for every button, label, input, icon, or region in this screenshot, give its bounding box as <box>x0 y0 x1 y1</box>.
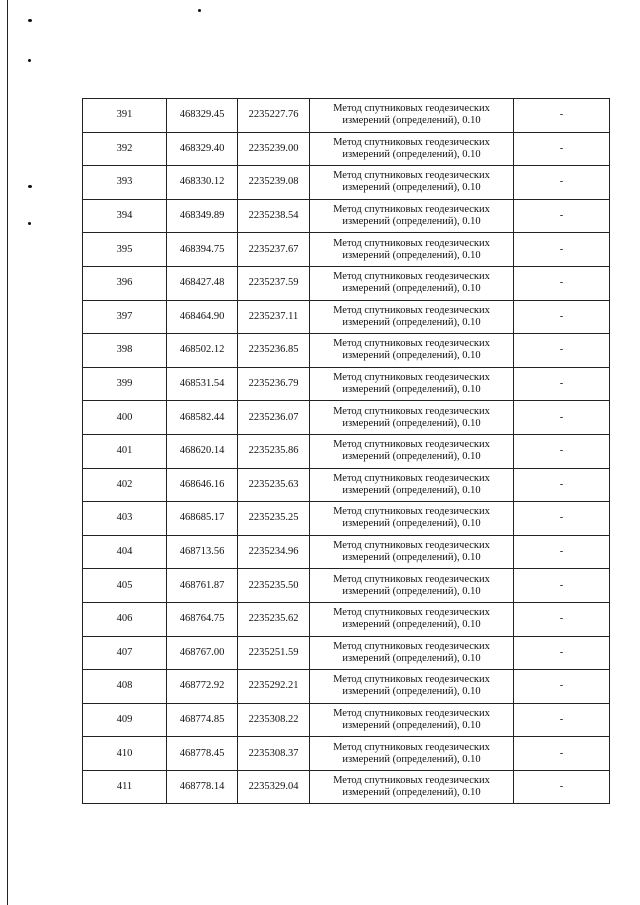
y-coordinate-text: 2235237.11 <box>248 310 299 322</box>
y-coordinate-cell <box>238 737 310 771</box>
note-cell <box>514 199 610 233</box>
x-coordinate-cell <box>167 300 238 334</box>
x-coordinate-text: 468329.45 <box>179 109 225 121</box>
x-coordinate-cell <box>167 670 238 704</box>
x-coordinate-cell <box>167 535 238 569</box>
note-text: - <box>559 713 564 725</box>
note-text: - <box>559 747 564 759</box>
point-number-text: 401 <box>116 445 133 457</box>
method-cell <box>310 670 514 704</box>
note-cell <box>514 166 610 200</box>
point-number-cell <box>83 434 167 468</box>
y-coordinate-text: 2235292.21 <box>248 680 299 692</box>
method-text: Метод спутниковых геодезических измерений (определений), 0.10 <box>333 338 490 362</box>
point-number-cell <box>83 401 167 435</box>
note-cell <box>514 703 610 737</box>
point-number-cell <box>83 502 167 536</box>
note-cell <box>514 233 610 267</box>
note-cell <box>514 300 610 334</box>
note-text: - <box>559 613 564 625</box>
method-cell <box>310 535 514 569</box>
note-cell <box>514 636 610 670</box>
binding-edge-line <box>7 0 8 905</box>
table-row <box>83 199 610 233</box>
point-number-text: 399 <box>116 378 133 390</box>
point-number-text: 397 <box>116 310 133 322</box>
x-coordinate-text: 468713.56 <box>179 546 225 558</box>
table-row <box>83 569 610 603</box>
note-text: - <box>559 176 564 188</box>
coordinates-table-body <box>83 99 610 804</box>
table-row <box>83 468 610 502</box>
y-coordinate-text: 2235237.67 <box>248 243 299 255</box>
method-text: Метод спутниковых геодезических измерений (определений), 0.10 <box>333 775 490 799</box>
x-coordinate-text: 468349.89 <box>179 210 225 222</box>
y-coordinate-cell <box>238 166 310 200</box>
table-row <box>83 166 610 200</box>
table-row <box>83 703 610 737</box>
note-cell <box>514 334 610 368</box>
method-cell <box>310 401 514 435</box>
note-text: - <box>559 445 564 457</box>
point-number-cell <box>83 132 167 166</box>
x-coordinate-text: 468427.48 <box>179 277 225 289</box>
x-coordinate-cell <box>167 770 238 804</box>
note-cell <box>514 535 610 569</box>
x-coordinate-cell <box>167 502 238 536</box>
point-number-text: 410 <box>116 747 133 759</box>
x-coordinate-cell <box>167 703 238 737</box>
y-coordinate-cell <box>238 401 310 435</box>
note-cell <box>514 401 610 435</box>
method-text: Метод спутниковых геодезических измерений (определений), 0.10 <box>333 640 490 664</box>
y-coordinate-cell <box>238 434 310 468</box>
y-coordinate-text: 2235236.07 <box>248 411 299 423</box>
y-coordinate-text: 2235329.04 <box>248 781 299 793</box>
x-coordinate-text: 468394.75 <box>179 243 225 255</box>
method-text: Метод спутниковых геодезических измерений (определений), 0.10 <box>333 607 490 631</box>
method-cell <box>310 602 514 636</box>
point-number-text: 406 <box>116 613 133 625</box>
x-coordinate-cell <box>167 737 238 771</box>
note-cell <box>514 602 610 636</box>
y-coordinate-text: 2235235.50 <box>248 579 299 591</box>
x-coordinate-cell <box>167 166 238 200</box>
y-coordinate-text: 2235251.59 <box>248 646 299 658</box>
method-text: Метод спутниковых геодезических измерений (определений), 0.10 <box>333 573 490 597</box>
method-text: Метод спутниковых геодезических измерений (определений), 0.10 <box>333 472 490 496</box>
point-number-cell <box>83 300 167 334</box>
point-number-text: 395 <box>116 243 133 255</box>
x-coordinate-text: 468761.87 <box>179 579 225 591</box>
x-coordinate-cell <box>167 334 238 368</box>
x-coordinate-cell <box>167 199 238 233</box>
y-coordinate-cell <box>238 602 310 636</box>
y-coordinate-text: 2235235.62 <box>248 613 299 625</box>
note-text: - <box>559 781 564 793</box>
point-number-text: 408 <box>116 680 133 692</box>
y-coordinate-cell <box>238 535 310 569</box>
note-text: - <box>559 478 564 490</box>
note-text: - <box>559 646 564 658</box>
table-row <box>83 737 610 771</box>
scan-speck <box>28 59 31 62</box>
x-coordinate-cell <box>167 132 238 166</box>
table-row <box>83 367 610 401</box>
method-text: Метод спутниковых геодезических измерений (определений), 0.10 <box>333 506 490 530</box>
note-text: - <box>559 512 564 524</box>
y-coordinate-cell <box>238 367 310 401</box>
point-number-cell <box>83 199 167 233</box>
note-cell <box>514 502 610 536</box>
method-cell <box>310 569 514 603</box>
table-row <box>83 99 610 133</box>
point-number-text: 393 <box>116 176 133 188</box>
table-row <box>83 334 610 368</box>
y-coordinate-text: 2235239.00 <box>248 142 299 154</box>
x-coordinate-cell <box>167 569 238 603</box>
table-row <box>83 770 610 804</box>
method-cell <box>310 233 514 267</box>
note-text: - <box>559 344 564 356</box>
point-number-cell <box>83 367 167 401</box>
point-number-text: 402 <box>116 478 133 490</box>
point-number-text: 398 <box>116 344 133 356</box>
x-coordinate-cell <box>167 434 238 468</box>
point-number-cell <box>83 636 167 670</box>
x-coordinate-text: 468620.14 <box>179 445 225 457</box>
y-coordinate-cell <box>238 703 310 737</box>
point-number-cell <box>83 535 167 569</box>
method-text: Метод спутниковых геодезических измерений (определений), 0.10 <box>333 170 490 194</box>
method-cell <box>310 99 514 133</box>
x-coordinate-text: 468646.16 <box>179 478 225 490</box>
y-coordinate-cell <box>238 300 310 334</box>
point-number-text: 411 <box>116 781 133 793</box>
note-cell <box>514 770 610 804</box>
scan-speck <box>28 185 32 188</box>
point-number-text: 394 <box>116 210 133 222</box>
x-coordinate-text: 468778.14 <box>179 781 225 793</box>
point-number-cell <box>83 99 167 133</box>
method-text: Метод спутниковых геодезических измерений (определений), 0.10 <box>333 405 490 429</box>
y-coordinate-cell <box>238 636 310 670</box>
x-coordinate-cell <box>167 401 238 435</box>
table-row <box>83 233 610 267</box>
y-coordinate-text: 2235308.37 <box>248 747 299 759</box>
note-cell <box>514 468 610 502</box>
table-row <box>83 266 610 300</box>
method-cell <box>310 334 514 368</box>
method-text: Метод спутниковых геодезических измерений (определений), 0.10 <box>333 271 490 295</box>
y-coordinate-cell <box>238 569 310 603</box>
method-cell <box>310 502 514 536</box>
scan-speck <box>28 19 32 22</box>
method-cell <box>310 300 514 334</box>
x-coordinate-cell <box>167 99 238 133</box>
note-cell <box>514 367 610 401</box>
note-cell <box>514 132 610 166</box>
point-number-cell <box>83 770 167 804</box>
note-cell <box>514 266 610 300</box>
point-number-cell <box>83 334 167 368</box>
point-number-cell <box>83 569 167 603</box>
y-coordinate-text: 2235235.25 <box>248 512 299 524</box>
method-cell <box>310 737 514 771</box>
y-coordinate-cell <box>238 334 310 368</box>
point-number-text: 404 <box>116 546 133 558</box>
x-coordinate-cell <box>167 233 238 267</box>
method-cell <box>310 166 514 200</box>
y-coordinate-text: 2235237.59 <box>248 277 299 289</box>
point-number-cell <box>83 166 167 200</box>
method-text: Метод спутниковых геодезических измерений (определений), 0.10 <box>333 237 490 261</box>
table-row <box>83 636 610 670</box>
point-number-cell <box>83 468 167 502</box>
note-text: - <box>559 378 564 390</box>
point-number-cell <box>83 602 167 636</box>
x-coordinate-text: 468330.12 <box>179 176 225 188</box>
note-cell <box>514 670 610 704</box>
x-coordinate-cell <box>167 266 238 300</box>
scan-speck <box>198 9 201 12</box>
scan-speck <box>28 222 31 225</box>
y-coordinate-text: 2235308.22 <box>248 713 299 725</box>
table-row <box>83 401 610 435</box>
x-coordinate-text: 468767.00 <box>179 646 225 658</box>
method-text: Метод спутниковых геодезических измерений (определений), 0.10 <box>333 707 490 731</box>
point-number-text: 405 <box>116 579 133 591</box>
method-cell <box>310 770 514 804</box>
point-number-cell <box>83 703 167 737</box>
point-number-text: 400 <box>116 411 133 423</box>
method-cell <box>310 367 514 401</box>
y-coordinate-text: 2235235.63 <box>248 478 299 490</box>
y-coordinate-cell <box>238 468 310 502</box>
method-cell <box>310 132 514 166</box>
y-coordinate-text: 2235234.96 <box>248 546 299 558</box>
y-coordinate-text: 2235238.54 <box>248 210 299 222</box>
x-coordinate-text: 468582.44 <box>179 411 225 423</box>
x-coordinate-text: 468764.75 <box>179 613 225 625</box>
y-coordinate-text: 2235235.86 <box>248 445 299 457</box>
method-cell <box>310 199 514 233</box>
method-text: Метод спутниковых геодезических измерений (определений), 0.10 <box>333 741 490 765</box>
point-number-cell <box>83 670 167 704</box>
method-text: Метод спутниковых геодезических измерений (определений), 0.10 <box>333 439 490 463</box>
note-text: - <box>559 142 564 154</box>
x-coordinate-text: 468778.45 <box>179 747 225 759</box>
y-coordinate-cell <box>238 199 310 233</box>
note-cell <box>514 569 610 603</box>
method-cell <box>310 434 514 468</box>
point-number-cell <box>83 737 167 771</box>
x-coordinate-text: 468774.85 <box>179 713 225 725</box>
note-text: - <box>559 277 564 289</box>
point-number-cell <box>83 266 167 300</box>
x-coordinate-cell <box>167 636 238 670</box>
y-coordinate-cell <box>238 99 310 133</box>
point-number-text: 396 <box>116 277 133 289</box>
point-number-text: 392 <box>116 142 133 154</box>
method-text: Метод спутниковых геодезических измерений (определений), 0.10 <box>333 103 490 127</box>
point-number-text: 409 <box>116 713 133 725</box>
y-coordinate-cell <box>238 266 310 300</box>
x-coordinate-text: 468329.40 <box>179 142 225 154</box>
method-text: Метод спутниковых геодезических измерений (определений), 0.10 <box>333 136 490 160</box>
x-coordinate-text: 468685.17 <box>179 512 225 524</box>
y-coordinate-cell <box>238 233 310 267</box>
point-number-text: 407 <box>116 646 133 658</box>
method-text: Метод спутниковых геодезических измерений (определений), 0.10 <box>333 304 490 328</box>
coordinates-table <box>82 98 610 804</box>
method-cell <box>310 636 514 670</box>
note-text: - <box>559 310 564 322</box>
x-coordinate-cell <box>167 367 238 401</box>
method-text: Метод спутниковых геодезических измерений (определений), 0.10 <box>333 204 490 228</box>
x-coordinate-text: 468531.54 <box>179 378 225 390</box>
note-cell <box>514 99 610 133</box>
note-text: - <box>559 243 564 255</box>
y-coordinate-text: 2235236.79 <box>248 378 299 390</box>
x-coordinate-text: 468464.90 <box>179 310 225 322</box>
note-cell <box>514 737 610 771</box>
method-text: Метод спутниковых геодезических измерений (определений), 0.10 <box>333 372 490 396</box>
note-text: - <box>559 109 564 121</box>
note-cell <box>514 434 610 468</box>
table-row <box>83 535 610 569</box>
y-coordinate-cell <box>238 770 310 804</box>
y-coordinate-text: 2235239.08 <box>248 176 299 188</box>
table-row <box>83 300 610 334</box>
note-text: - <box>559 411 564 423</box>
method-text: Метод спутниковых геодезических измерений (определений), 0.10 <box>333 674 490 698</box>
table-row <box>83 602 610 636</box>
note-text: - <box>559 546 564 558</box>
y-coordinate-text: 2235236.85 <box>248 344 299 356</box>
table-row <box>83 434 610 468</box>
x-coordinate-cell <box>167 602 238 636</box>
table-row <box>83 132 610 166</box>
note-text: - <box>559 579 564 591</box>
y-coordinate-cell <box>238 132 310 166</box>
method-cell <box>310 703 514 737</box>
y-coordinate-cell <box>238 502 310 536</box>
note-text: - <box>559 680 564 692</box>
note-text: - <box>559 210 564 222</box>
x-coordinate-cell <box>167 468 238 502</box>
point-number-text: 391 <box>116 109 133 121</box>
point-number-text: 403 <box>116 512 133 524</box>
table-row <box>83 502 610 536</box>
x-coordinate-text: 468502.12 <box>179 344 225 356</box>
method-cell <box>310 266 514 300</box>
x-coordinate-text: 468772.92 <box>179 680 225 692</box>
y-coordinate-cell <box>238 670 310 704</box>
coordinates-table-container <box>82 98 610 804</box>
table-row <box>83 670 610 704</box>
point-number-cell <box>83 233 167 267</box>
y-coordinate-text: 2235227.76 <box>248 109 299 121</box>
method-cell <box>310 468 514 502</box>
method-text: Метод спутниковых геодезических измерений (определений), 0.10 <box>333 540 490 564</box>
